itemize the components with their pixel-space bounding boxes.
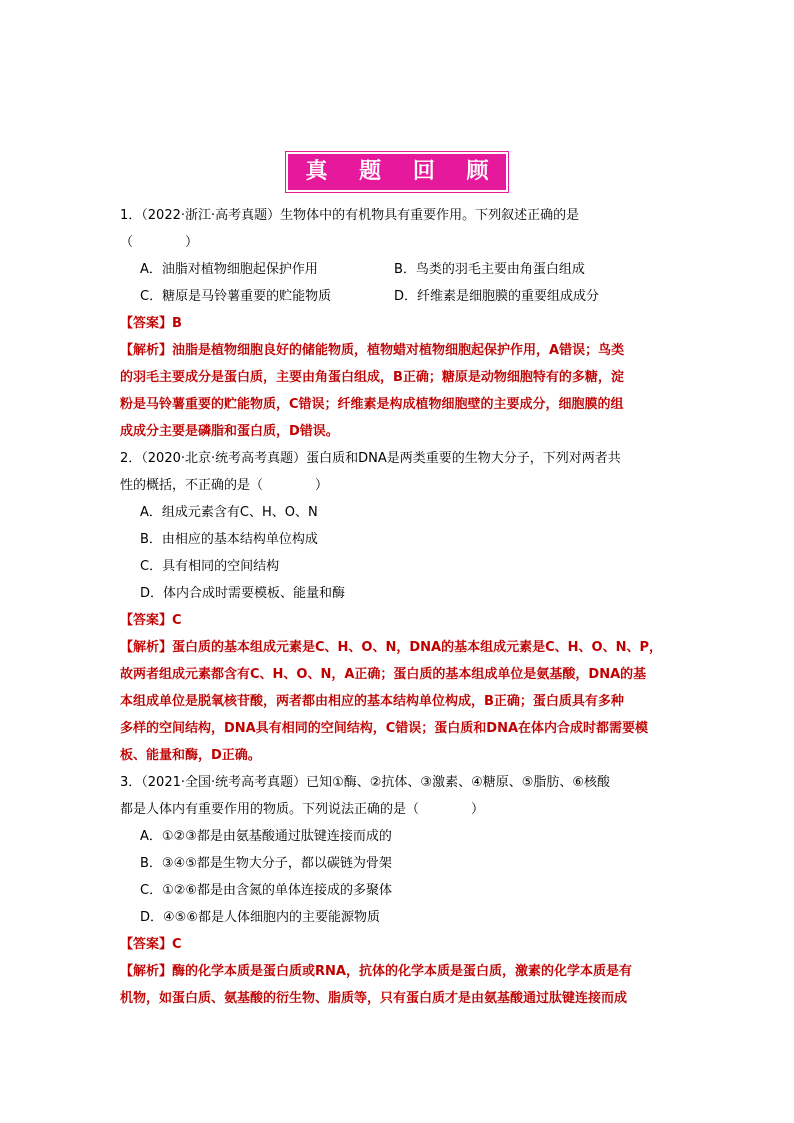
explanation-text: 故两者组成元素都含有C、H、O、N，A正确；蛋白质的基本组成单位是氨基酸，DNA的基 (120, 667, 647, 682)
answer-value: B (172, 316, 182, 331)
question-stem: 性的概括，不正确的是（ ） (120, 478, 329, 493)
explain-tag: 【解析】 (120, 343, 173, 358)
option-b: B．鸟类的羽毛主要由角蛋白组成 (394, 262, 585, 277)
explain-tag: 【解析】 (120, 964, 173, 979)
option-d: D．体内合成时需要模板、能量和酶 (140, 586, 346, 601)
question-1 (120, 202, 680, 445)
answer-line (120, 931, 680, 958)
page-title: 真 题 回 顾 (286, 152, 509, 192)
option-c: C．①②⑥都是由含氮的单体连接成的多聚体 (140, 883, 393, 898)
answer-tag: 【答案】 (120, 937, 173, 952)
question-stem: 2．（2020·北京·统考高考真题）蛋白质和DNA是两类重要的生物大分子，下列对两者共 (120, 451, 621, 466)
explanation-line (120, 958, 680, 985)
explanation-text: 的羽毛主要成分是蛋白质，主要由角蛋白组成，B正确；糖原是动物细胞特有的多糖，淀 (120, 370, 624, 385)
option-c: C．糖原是马铃薯重要的贮能物质 (140, 289, 332, 304)
explanation-text: 油脂是植物细胞良好的储能物质，植物蜡对植物细胞起保护作用，A错误；鸟类 (172, 343, 625, 358)
explanation-text: 粉是马铃薯重要的贮能物质，C错误；纤维素是构成植物细胞壁的主要成分，细胞膜的组 (120, 397, 624, 412)
option-row (120, 256, 680, 283)
option-b: B．由相应的基本结构单位构成 (140, 532, 318, 547)
explanation-text: 板、能量和酶，D正确。 (120, 748, 261, 763)
explanation-text: 机物，如蛋白质、氨基酸的衍生物、脂质等，只有蛋白质才是由氨基酸通过肽键连接而成 (120, 991, 628, 1006)
question-stem: 都是人体内有重要作用的物质。下列说法正确的是（ ） (120, 802, 485, 817)
option-a: A．油脂对植物细胞起保护作用 (140, 262, 318, 277)
option-b: B．③④⑤都是生物大分子，都以碳链为骨架 (140, 856, 392, 871)
answer-value: C (172, 937, 182, 952)
question-stem: （ ） (120, 235, 199, 250)
explanation-text: 酶的化学本质是蛋白质或RNA，抗体的化学本质是蛋白质，激素的化学本质是有 (172, 964, 632, 979)
question-3 (120, 769, 680, 1012)
option-d: D．④⑤⑥都是人体细胞内的主要能源物质 (140, 910, 380, 925)
explanation-line (120, 337, 680, 364)
question-list (120, 202, 680, 1012)
option-a: A．①②③都是由氨基酸通过肽键连接而成的 (140, 829, 392, 844)
option-row (120, 283, 680, 310)
title-banner (0, 152, 794, 192)
explanation-text: 多样的空间结构，DNA具有相同的空间结构，C错误；蛋白质和DNA在体内合成时都需要模 (120, 721, 649, 736)
option-d: D．纤维素是细胞膜的重要组成成分 (394, 289, 600, 304)
explanation-line (120, 634, 680, 661)
answer-line (120, 607, 680, 634)
question-2 (120, 445, 680, 769)
explanation-text: 成成分主要是磷脂和蛋白质，D错误。 (120, 424, 339, 439)
option-c: C．具有相同的空间结构 (140, 559, 280, 574)
answer-line (120, 310, 680, 337)
answer-tag: 【答案】 (120, 316, 173, 331)
question-stem: 1．（2022·浙江·高考真题）生物体中的有机物具有重要作用。下列叙述正确的是 (120, 208, 580, 223)
explain-tag: 【解析】 (120, 640, 173, 655)
answer-value: C (172, 613, 182, 628)
explanation-text: 本组成单位是脱氧核苷酸，两者都由相应的基本结构单位构成，B正确；蛋白质具有多种 (120, 694, 624, 709)
answer-tag: 【答案】 (120, 613, 173, 628)
explanation-text: 蛋白质的基本组成元素是C、H、O、N，DNA的基本组成元素是C、H、O、N、P， (172, 640, 662, 655)
option-a: A．组成元素含有C、H、O、N (140, 505, 318, 520)
question-stem: 3．（2021·全国·统考高考真题）已知①酶、②抗体、③激素、④糖原、⑤脂肪、⑥核酸 (120, 775, 611, 790)
